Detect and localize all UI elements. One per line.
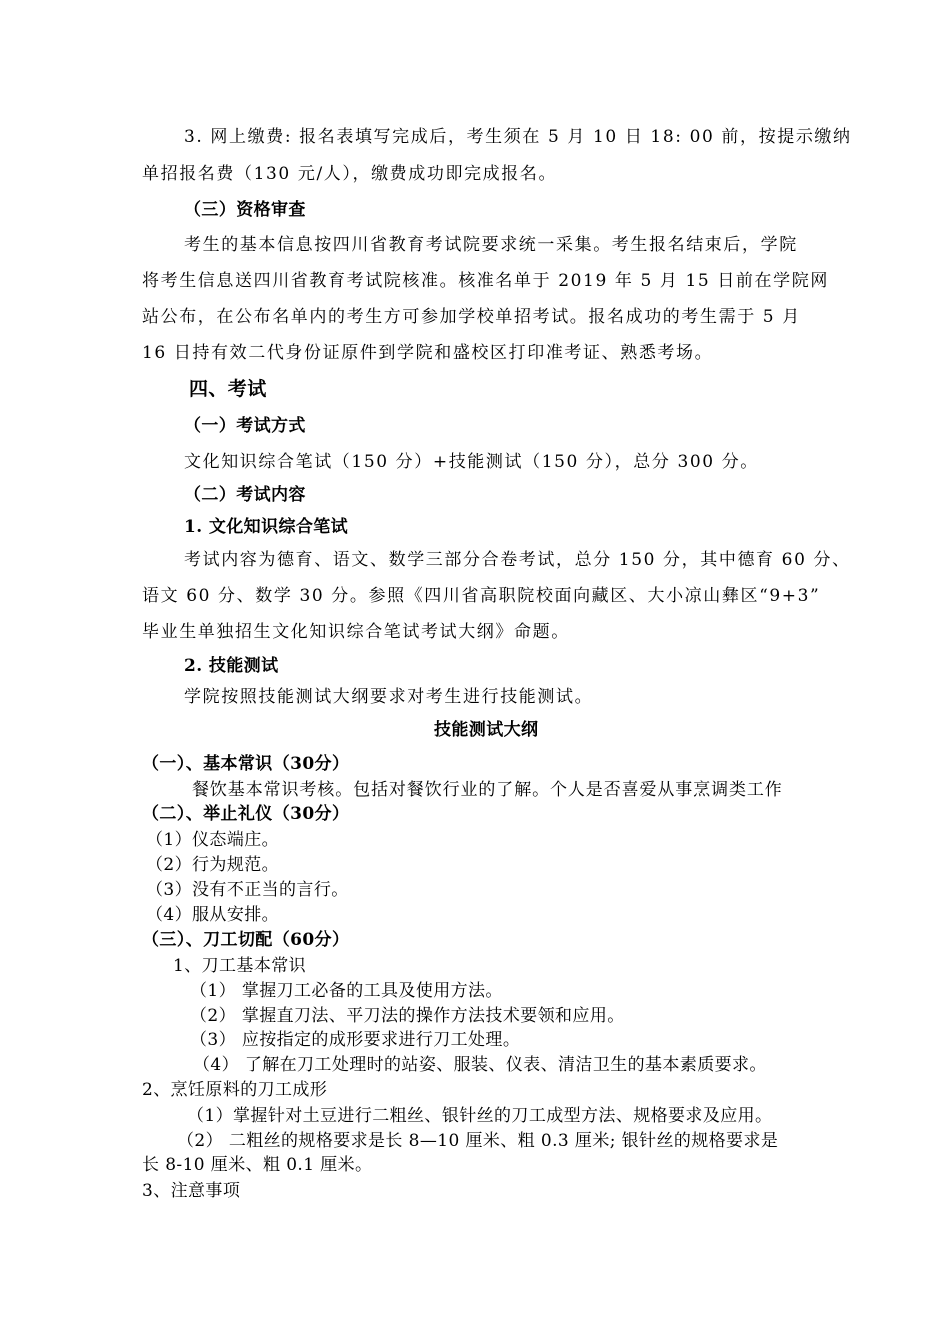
outline-section-1-title: （一）、基本常识（30分） <box>142 754 350 774</box>
exam-method-paragraph: 文化知识综合笔试（150 分）+技能测试（150 分），总分 300 分。 <box>184 452 759 472</box>
knife-forming-item-2: （2） 二粗丝的规格要求是长 8—10 厘米、粗 0.3 厘米; 银针丝的规格要求是 <box>177 1131 779 1151</box>
culture-paragraph-line-3: 毕业生单独招生文化知识综合笔试考试大纲》命题。 <box>142 622 570 642</box>
notes-heading: 3、注意事项 <box>142 1181 241 1201</box>
skill-test-heading: 2. 技能测试 <box>184 656 279 676</box>
knife-forming-item-1: （1）掌握针对土豆进行二粗丝、银针丝的刀工成型方法、规格要求及应用。 <box>187 1106 773 1126</box>
review-paragraph-line-3: 站公布，在公布名单内的考生方可参加学校单招考试。报名成功的考生需于 5 月 <box>142 307 801 327</box>
outline-section-3-title: （三）、刀工切配（60分） <box>142 930 350 950</box>
fee-paragraph-line-2: 单招报名费（130 元/人），缴费成功即完成报名。 <box>142 164 558 184</box>
culture-test-heading: 1. 文化知识综合笔试 <box>184 517 349 537</box>
knife-basics-heading: 1、刀工基本常识 <box>173 956 307 976</box>
outline-section-1-text: 餐饮基本常识考核。包括对餐饮行业的了解。个人是否喜爱从事烹调类工作 <box>192 780 783 800</box>
knife-basics-item-2: （2） 掌握直刀法、平刀法的操作方法技术要领和应用。 <box>190 1006 625 1026</box>
knife-forming-heading: 2、烹饪原料的刀工成形 <box>142 1080 328 1100</box>
knife-basics-item-1: （1） 掌握刀工必备的工具及使用方法。 <box>190 981 503 1001</box>
exam-section-heading: 四、考试 <box>189 378 267 400</box>
outline-section-2-title: （二）、举止礼仪（30分） <box>142 804 350 824</box>
skill-test-paragraph: 学院按照技能测试大纲要求对考生进行技能测试。 <box>184 687 594 707</box>
skill-outline-title: 技能测试大纲 <box>434 720 539 740</box>
etiquette-item-2: （2）行为规范。 <box>146 855 280 875</box>
review-paragraph-line-1: 考生的基本信息按四川省教育考试院要求统一采集。考生报名结束后，学院 <box>184 235 798 255</box>
knife-forming-item-2-cont: 长 8-10 厘米、粗 0.1 厘米。 <box>142 1155 373 1175</box>
exam-method-heading: （一）考试方式 <box>184 416 306 436</box>
knife-basics-item-4: （4） 了解在刀工处理时的站姿、服装、仪表、清洁卫生的基本素质要求。 <box>193 1055 767 1075</box>
fee-paragraph-line-1: 3. 网上缴费: 报名表填写完成后，考生须在 5 月 10 日 18: 00 前，按提示缴纳 <box>184 127 852 147</box>
culture-paragraph-line-2: 语文 60 分、数学 30 分。参照《四川省高职院校面向藏区、大小凉山彝区“9+3” <box>142 586 821 606</box>
review-heading: （三）资格审查 <box>184 200 306 220</box>
etiquette-item-3: （3）没有不正当的言行。 <box>146 880 349 900</box>
review-paragraph-line-2: 将考生信息送四川省教育考试院核准。核准名单于 2019 年 5 月 15 日前在学院网 <box>142 271 829 291</box>
exam-content-heading: （二）考试内容 <box>184 485 306 505</box>
review-paragraph-line-4: 16 日持有效二代身份证原件到学院和盛校区打印准考证、熟悉考场。 <box>142 343 714 363</box>
culture-paragraph-line-1: 考试内容为德育、语文、数学三部分合卷考试，总分 150 分，其中德育 60 分、 <box>184 550 851 570</box>
etiquette-item-1: （1）仪态端庄。 <box>146 830 280 850</box>
knife-basics-item-3: （3） 应按指定的成形要求进行刀工处理。 <box>190 1030 521 1050</box>
etiquette-item-4: （4）服从安排。 <box>146 905 280 925</box>
